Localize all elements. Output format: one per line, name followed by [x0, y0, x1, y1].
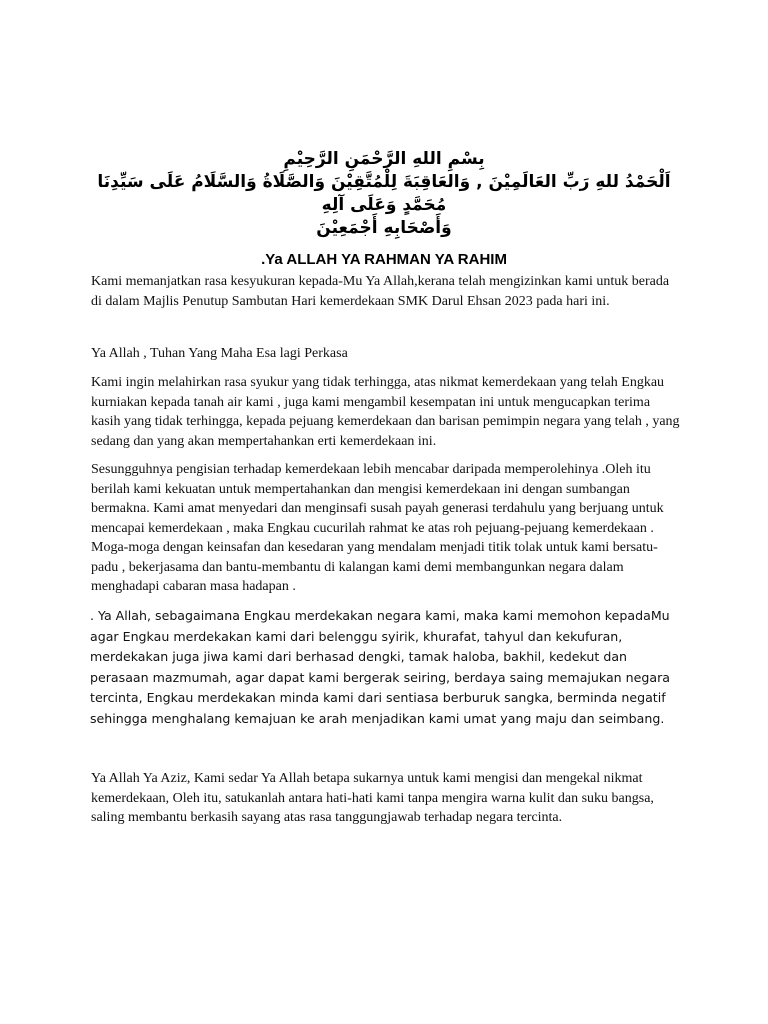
basmalah-line: بِسْمِ اللهِ الرَّحْمَنِ الرَّحِيْمِ [283, 149, 485, 169]
paragraph-thanks-independence: Kami ingin melahirkan rasa syukur yang tidak terhingga, atas nikmat kemerdekaan yang telah Engkau kurniakan kepada tanah air kami , juga kami mengambil kesempatan ini untuk mengucapkan terima kasih yang tidak terhingga, kepada pejuang kemerdekaan dan barisan pemimpin negara yang telah , yang sedang dan yang akan mempertahankan erti kemerdekaan ini. [91, 375, 680, 449]
paragraph-unity: Ya Allah Ya Aziz, Kami sedar Ya Allah betapa sukarnya untuk kami mengisi dan mengekal nikmat kemerdekaan, Oleh itu, satukanlah antara hati-hati kami tanpa mengira warna kulit dan suku bangsa, saling membantu berkasih sayang atas rasa tanggungjawab terhadap negara tercinta. [91, 771, 654, 825]
hamdalah-line: اَلْحَمْدُ للهِ رَبِّ العَالَمِيْنَ , وَالعَاقِبَةَ لِلْمُتَّقِيْنَ وَالصَّلَاةُ وَالسَّلَامُ عَلَى سَيِّدِنَا [97, 172, 671, 192]
paragraph-gratitude: Kami memanjatkan rasa kesyukuran kepada-Mu Ya Allah,kerana telah mengizinkan kami untuk berada di dalam Majlis Penutup Sambutan Hari kemerdekaan SMK Darul Ehsan 2023 pada hari ini. [91, 274, 670, 309]
paragraph-free-us: . Ya Allah, sebagaimana Engkau merdekakan negara kami, maka kami memohon kepadaMu agar Engkau merdekakan kami dari belenggu syirik, khurafat, tahyul dan kekufuran, merdekakan juga jiwa kami dari berhasad dengki, tamak haloba, bakhil, kedekut dan perasaan mazmumah, agar dapat kami bergerak seiring, berdaya saing memajukan negara tercinta, Engkau merdekakan minda kami dari sentiasa berburuk sangka, berminda negatif sehingga menghalang kemajuan ke arah menjadikan kami umat yang maju dan seimbang. [90, 608, 671, 726]
arabic-opening-prayer [80, 148, 688, 240]
salawat-line: مُحَمَّدٍ وَعَلَى آلِهِ [321, 195, 447, 215]
prayer-heading: .Ya ALLAH YA RAHMAN YA RAHIM [261, 251, 507, 268]
paragraph-invocation: Ya Allah , Tuhan Yang Maha Esa lagi Perkasa [91, 346, 348, 361]
paragraph-filling-independence: Sesungguhnya pengisian terhadap kemerdekaan lebih mencabar daripada memperolehinya .Oleh itu berilah kami kekuatan untuk mempertahankan dan mengisi kemerdekaan ini dengan sumbangan bermakna. Kami amat menyedari dan menginsafi susah payah generasi terdahulu yang berjuang untuk mencapai kemerdekaan , maka Engkau cucurilah rahmat ke atas roh pejuang-pejuang kemerdekaan . Moga-moga dengan keinsafan dan kesedaran yang mendalam menjadi titik tolak untuk kami bersatu-padu , bekerjasama dan bantu-membantu di kalangan kami demi membangunkan negara dalam menghadapi cabaran masa hadapan . [91, 462, 664, 594]
salawat-closing-line: وَأَصْحَابِهِ أَجْمَعِيْنَ [316, 218, 452, 238]
